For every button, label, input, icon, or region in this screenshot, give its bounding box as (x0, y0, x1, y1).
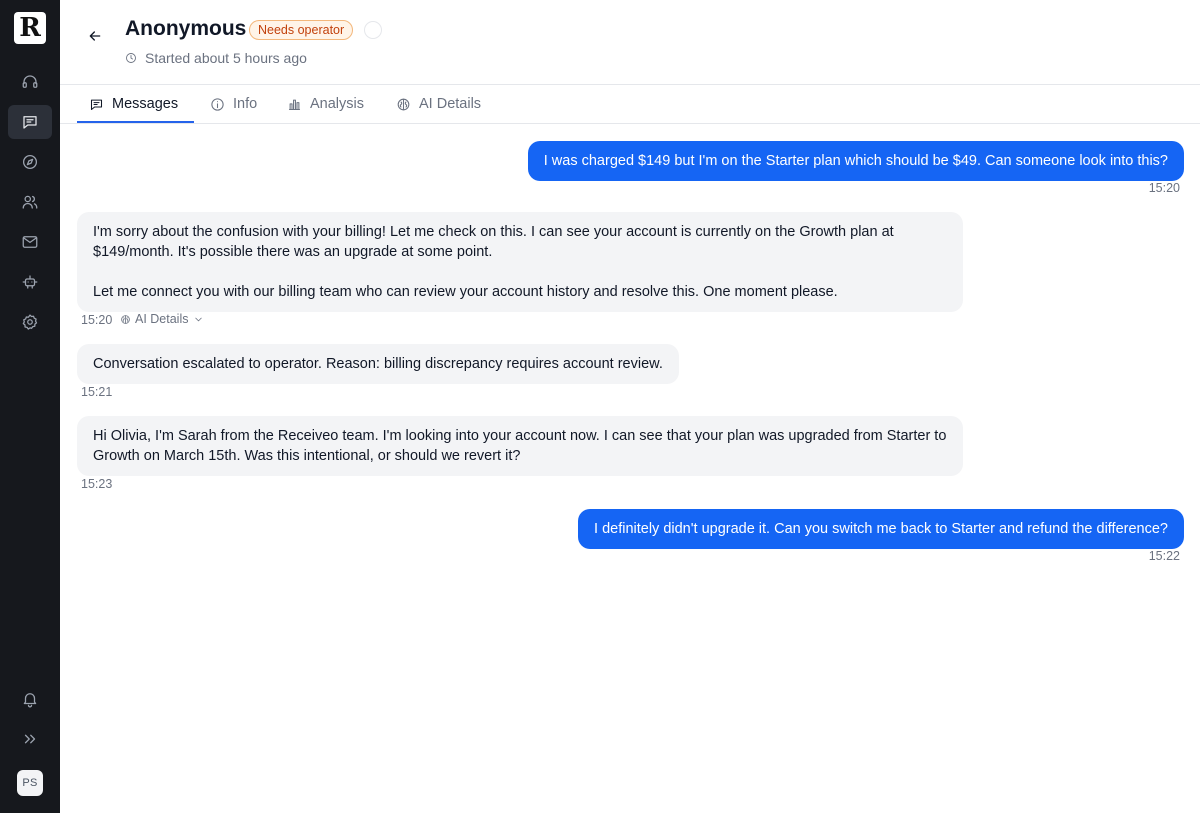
chevron-down-icon (193, 314, 204, 325)
app-logo[interactable]: R (14, 12, 46, 44)
chat-icon[interactable] (8, 105, 52, 139)
tab-label: Analysis (310, 96, 364, 112)
message-time: 15:22 (1148, 549, 1180, 563)
message-time: 15:20 (81, 313, 113, 327)
robot-icon[interactable] (8, 265, 52, 299)
tab-label: Messages (112, 96, 179, 112)
tab-analysis[interactable] (287, 85, 364, 123)
started-info (125, 50, 307, 66)
compass-icon[interactable] (8, 145, 52, 179)
tabs-divider (60, 123, 1200, 124)
ai-details-toggle[interactable] (120, 312, 204, 326)
ai-message: I'm sorry about the confusion with your billing! Let me check on this. I can see your account is currently on the Growth plan at $149/month. It's possible there was an upgrade at some point. Let me connect you with our billing team who can review your account history and resolve this. One moment please. (77, 212, 963, 312)
users-icon[interactable] (8, 185, 52, 219)
status-indicator[interactable] (364, 21, 382, 39)
bar-chart-icon (287, 97, 302, 112)
headset-icon[interactable] (8, 65, 52, 99)
clock-icon (125, 52, 137, 64)
operator-message: Hi Olivia, I'm Sarah from the Receiveo team. I'm looking into your account now. I can see that your plan was upgraded from Starter to Growth on March 15th. Was this intentional, or should we revert it? (77, 416, 963, 476)
message-time: 15:21 (81, 385, 113, 399)
started-text: Started about 5 hours ago (145, 50, 307, 66)
tab-messages[interactable] (89, 85, 178, 123)
chevrons-right-icon[interactable] (8, 722, 52, 756)
tab-label: Info (233, 96, 258, 112)
status-badge: Needs operator (249, 20, 353, 40)
message-square-icon (89, 97, 104, 112)
tab-info[interactable] (210, 85, 257, 123)
info-icon (210, 97, 225, 112)
ai-details-label: AI Details (135, 312, 189, 326)
page-title: Anonymous (125, 17, 247, 40)
avatar[interactable]: PS (17, 770, 43, 796)
system-message: Conversation escalated to operator. Reason: billing discrepancy requires account review. (77, 344, 679, 384)
brain-icon (120, 314, 131, 325)
gear-icon[interactable] (8, 305, 52, 339)
back-arrow-icon[interactable] (84, 25, 106, 47)
message-time: 15:23 (81, 477, 113, 491)
tab-ai-details[interactable] (396, 85, 481, 123)
user-message: I was charged $149 but I'm on the Starter plan which should be $49. Can someone look into this? (528, 141, 1184, 181)
sidebar (0, 0, 60, 813)
tab-label: AI Details (419, 96, 482, 112)
message-time: 15:20 (1148, 181, 1180, 195)
user-message: I definitely didn't upgrade it. Can you switch me back to Starter and refund the difference? (578, 509, 1184, 549)
bell-icon[interactable] (8, 682, 52, 716)
brain-icon (396, 97, 411, 112)
mail-icon[interactable] (8, 225, 52, 259)
